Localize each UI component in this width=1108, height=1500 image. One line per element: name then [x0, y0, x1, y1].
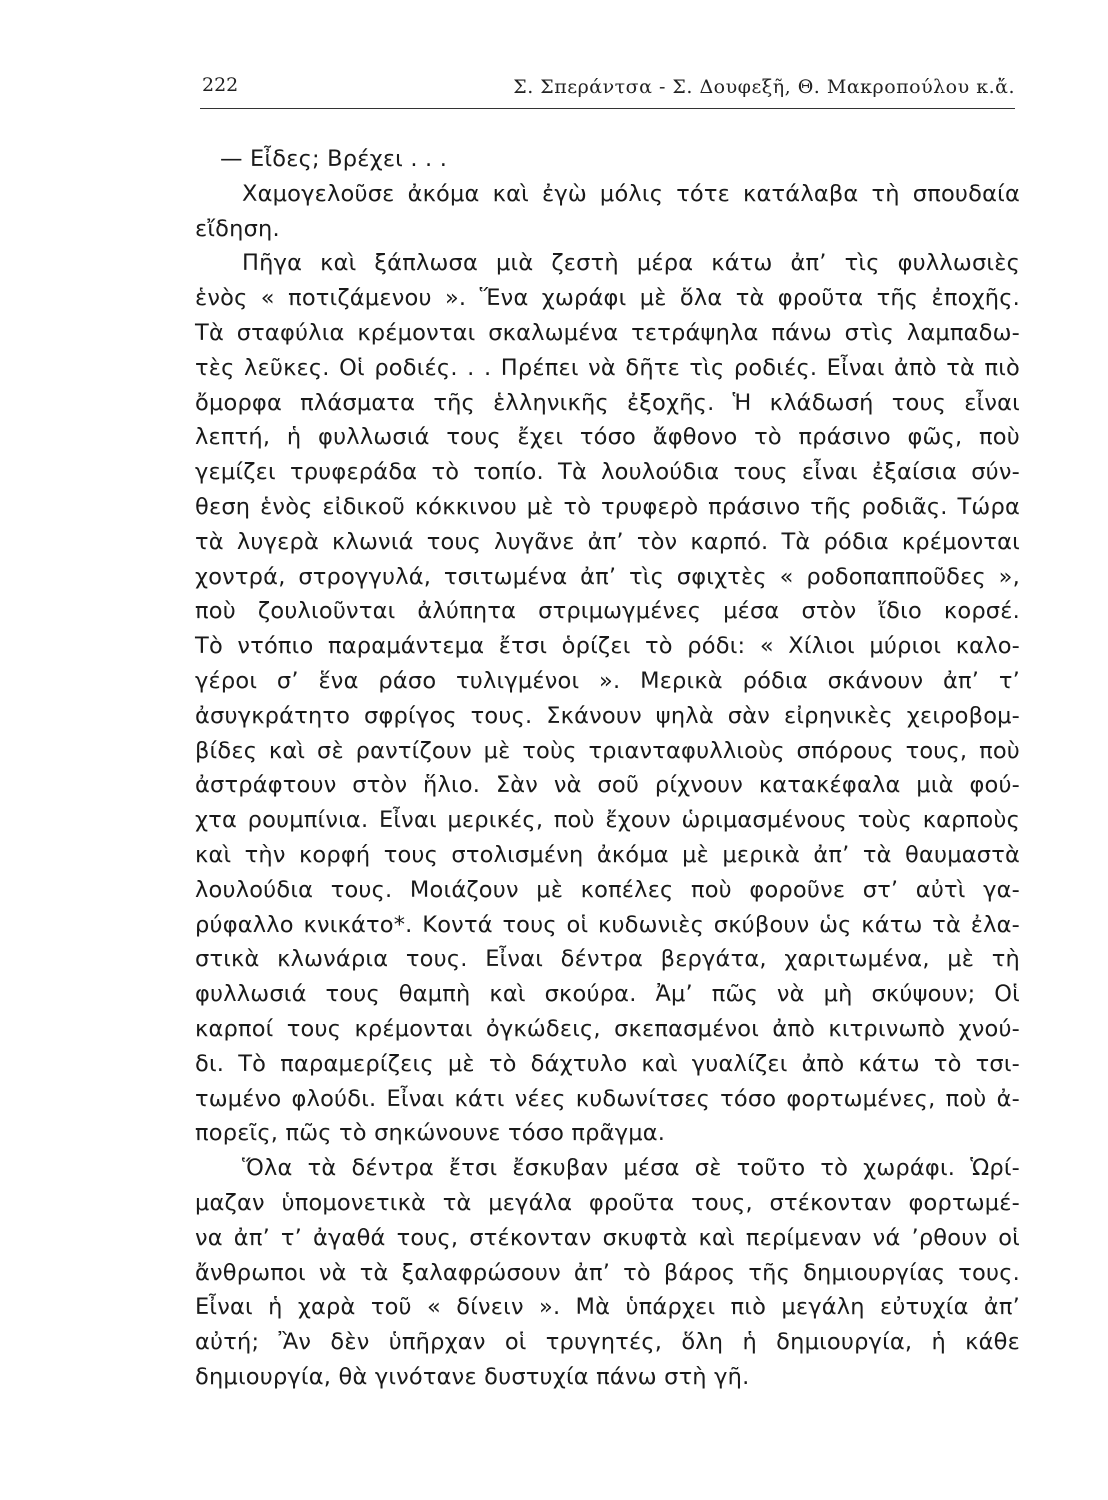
- text-line: γεμίζει τρυφεράδα τὸ τοπίο. Τὰ λουλούδια τους εἶναι ἐξαίσια σύν-: [195, 459, 1020, 486]
- running-head: Σ. Σπεράντσα - Σ. Δουφεξῆ, Θ. Μακροπούλου κ.ἄ.: [513, 76, 1015, 98]
- text-line: χοντρά, στρογγυλά, τσιτωμένα ἀπ’ τὶς σφιχτὲς « ροδοπαπποῦδες »,: [195, 563, 1020, 590]
- text-line: Τὸ ντόπιο παραμάντεμα ἔτσι ὁρίζει τὸ ρόδι: « Χίλιοι μύριοι καλο-: [195, 633, 1020, 660]
- text-line: λεπτή, ἡ φυλλωσιά τους ἔχει τόσο ἄφθονο τὸ πράσινο φῶς, ποὺ: [195, 424, 1020, 451]
- text-line: — Εἶδες; Βρέχει . . .: [220, 146, 448, 172]
- text-line: χτα ρουμπίνια. Εἶναι μερικές, ποὺ ἔχουν ὡριμασμένους τοὺς καρποὺς: [195, 807, 1020, 834]
- page-number: 222: [202, 74, 239, 96]
- text-line: καρποί τους κρέμονται ὀγκώδεις, σκεπασμένοι ἀπὸ κιτρινωπὸ χνού-: [195, 1015, 1020, 1042]
- text-line: ἀστράφτουν στὸν ἥλιο. Σὰν νὰ σοῦ ρίχνουν κατακέφαλα μιὰ φού-: [195, 772, 1020, 799]
- page-header: [200, 68, 1015, 109]
- text-line: βίδες καὶ σὲ ραντίζουν μὲ τοὺς τριανταφυλλιοὺς σπόρους τους, ποὺ: [195, 737, 1020, 764]
- text-line: να ἀπ’ τ’ ἀγαθά τους, στέκονταν σκυφτὰ καὶ περίμεναν νά ’ρθουν οἱ: [195, 1224, 1020, 1251]
- text-line: Τὰ σταφύλια κρέμονται σκαλωμένα τετράψηλα πάνω στὶς λαμπαδω-: [195, 319, 1020, 346]
- text-line: ποὺ ζουλιοῦνται ἀλύπητα στριμωγμένες μέσα στὸν ἴδιο κορσέ.: [195, 598, 1020, 625]
- text-line: Ὅλα τὰ δέντρα ἔτσι ἔσκυβαν μέσα σὲ τοῦτο τὸ χωράφι. Ὡρί-: [242, 1155, 1020, 1182]
- text-line: καὶ τὴν κορφή τους στολισμένη ἀκόμα μὲ μερικὰ ἀπ’ τὰ θαυμαστὰ: [195, 841, 1020, 868]
- text-line: λουλούδια τους. Μοιάζουν μὲ κοπέλες ποὺ φοροῦνε στ’ αὐτὶ γα-: [195, 876, 1020, 903]
- text-line: ρύφαλλο κνικάτο*. Κοντά τους οἱ κυδωνιὲς σκύβουν ὡς κάτω τὰ ἐλα-: [195, 911, 1020, 938]
- text-line: δημιουργία, θὰ γινότανε δυστυχία πάνω στὴ γῆ.: [195, 1363, 750, 1390]
- text-line: τωμένο φλούδι. Εἶναι κάτι νέες κυδωνίτσες τόσο φορτωμένες, ποὺ ἀ-: [195, 1085, 1020, 1112]
- body-text: [195, 142, 1020, 1395]
- text-line: θεση ἑνὸς εἰδικοῦ κόκκινου μὲ τὸ τρυφερὸ πράσινο τῆς ροδιᾶς. Τώρα: [195, 493, 1020, 520]
- text-line: Πῆγα καὶ ξάπλωσα μιὰ ζεστὴ μέρα κάτω ἀπ’ τὶς φυλλωσιὲς: [242, 250, 1020, 277]
- text-line: εἴδηση.: [195, 215, 280, 242]
- text-line: πορεῖς, πῶς τὸ σηκώνουνε τόσο πρᾶγμα.: [195, 1120, 666, 1147]
- text-line: φυλλωσιά τους θαμπὴ καὶ σκούρα. Ἀμ’ πῶς νὰ μὴ σκύψουν; Οἱ: [195, 981, 1020, 1008]
- text-line: στικὰ κλωνάρια τους. Εἶναι δέντρα βεργάτα, χαριτωμένα, μὲ τὴ: [195, 946, 1020, 973]
- text-line: ἑνὸς « ποτιζάμενου ». Ἕνα χωράφι μὲ ὅλα τὰ φροῦτα τῆς ἐποχῆς.: [195, 285, 1020, 312]
- text-line: αὐτή; Ἂν δὲν ὑπῆρχαν οἱ τρυγητές, ὅλη ἡ δημιουργία, ἡ κάθε: [195, 1329, 1020, 1356]
- text-line: γέροι σ’ ἕνα ράσο τυλιγμένοι ». Μερικὰ ρόδια σκάνουν ἀπ’ τ’: [195, 667, 1020, 694]
- text-line: δι. Τὸ παραμερίζεις μὲ τὸ δάχτυλο καὶ γυαλίζει ἀπὸ κάτω τὸ τσι-: [195, 1050, 1020, 1077]
- text-line: ἀσυγκράτητο σφρίγος τους. Σκάνουν ψηλὰ σὰν εἰρηνικὲς χειροβομ-: [195, 702, 1020, 729]
- text-line: τὲς λεῦκες. Οἱ ροδιές. . . Πρέπει νὰ δῆτε τὶς ροδιές. Εἶναι ἀπὸ τὰ πιὸ: [195, 354, 1020, 381]
- text-line: Εἶναι ἡ χαρὰ τοῦ « δίνειν ». Μὰ ὑπάρχει πιὸ μεγάλη εὐτυχία ἀπ’: [195, 1294, 1020, 1321]
- text-line: μαζαν ὑπομονετικὰ τὰ μεγάλα φροῦτα τους, στέκονταν φορτωμέ-: [195, 1189, 1020, 1216]
- text-line: τὰ λυγερὰ κλωνιά τους λυγᾶνε ἀπ’ τὸν καρπό. Τὰ ρόδια κρέμονται: [195, 528, 1020, 555]
- text-line: ὄμορφα πλάσματα τῆς ἑλληνικῆς ἐξοχῆς. Ἡ κλάδωσή τους εἶναι: [195, 389, 1020, 416]
- text-line: Χαμογελοῦσε ἀκόμα καὶ ἐγὼ μόλις τότε κατάλαβα τὴ σπουδαία: [242, 180, 1020, 207]
- text-line: ἄνθρωποι νὰ τὰ ξαλαφρώσουν ἀπ’ τὸ βάρος τῆς δημιουργίας τους.: [195, 1259, 1020, 1286]
